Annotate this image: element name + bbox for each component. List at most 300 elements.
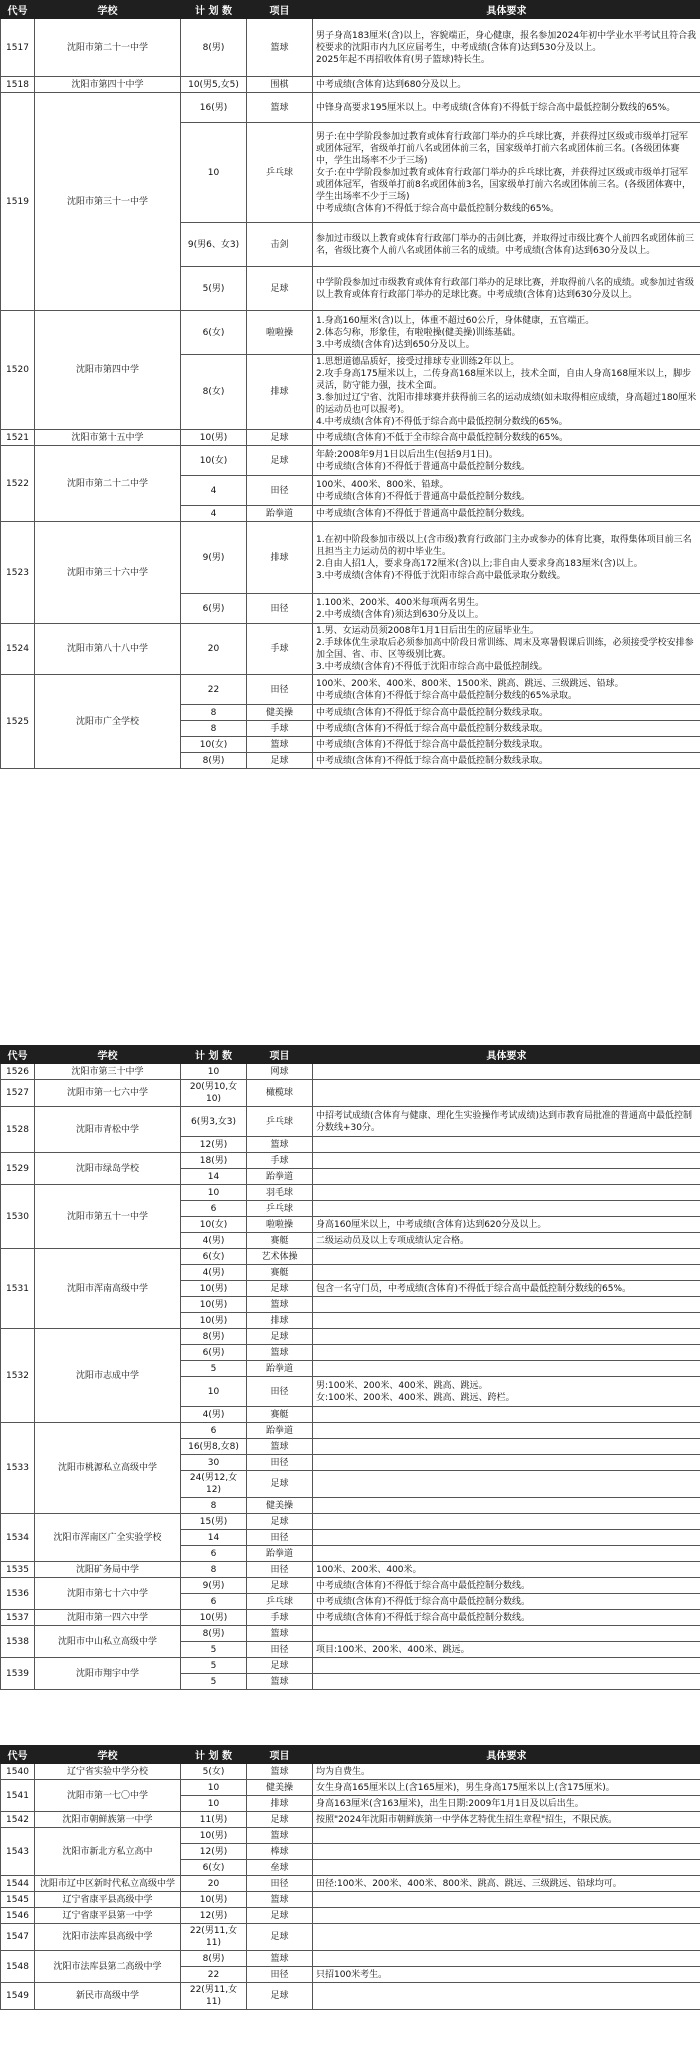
requirement-cell [313,1578,700,1594]
quota-cell: 5(男) [181,267,247,311]
table-row [1,1924,700,1951]
school-code: 1547 [1,1924,35,1951]
school-name: 沈阳市第三十一中学 [35,93,181,311]
requirement-cell [313,1844,700,1860]
requirement-line: 中考成绩(含体育)不得低于综合高中最低控制分数线。 [316,1580,531,1591]
quota-cell: 20 [181,1876,247,1892]
quota-cell: 24(男12,女12) [181,1471,247,1498]
requirement-line: 2.手球体优生录取后必须参加高中阶段日常训练、周末及寒暑假课后训练，必须接受学校安排参加全国、省、市、区等级别比赛。 [316,638,694,660]
quota-cell: 5 [181,1674,247,1690]
school-code: 1534 [1,1514,35,1562]
sport-cell: 啦啦操 [247,1217,313,1233]
sport-cell: 排球 [247,522,313,594]
requirement-cell [313,1764,700,1780]
school-code: 1530 [1,1185,35,1249]
requirement-cell [313,1530,700,1546]
school-code: 1526 [1,1064,35,1080]
table-row [1,1658,700,1674]
requirement-line: 中考成绩(含体育)不得低于综合高中最低控制分数线录取。 [316,707,549,718]
quota-cell: 8 [181,705,247,721]
quota-cell: 12(男) [181,1908,247,1924]
quota-cell: 10(女) [181,1217,247,1233]
quota-cell: 10 [181,123,247,223]
school-code: 1525 [1,675,35,769]
requirement-cell [313,1361,700,1377]
sport-cell: 羽毛球 [247,1185,313,1201]
school-code: 1523 [1,522,35,624]
quota-cell: 14 [181,1169,247,1185]
sport-cell: 篮球 [247,1892,313,1908]
sport-cell: 田径 [247,1967,313,1983]
quota-cell: 8(男) [181,753,247,769]
sport-cell: 健美操 [247,705,313,721]
requirement-cell [313,1908,700,1924]
header-row [1,1746,700,1764]
school-code: 1517 [1,19,35,77]
school-name: 沈阳市翔宇中学 [35,1658,181,1690]
header-row [1,1046,700,1064]
sport-cell: 手球 [247,624,313,675]
sport-cell: 网球 [247,1064,313,1080]
table-row [1,675,700,705]
school-code: 1533 [1,1423,35,1514]
table-row [1,446,700,476]
quota-cell: 4 [181,506,247,522]
quota-cell: 10(女) [181,446,247,476]
quota-cell: 22(男11,女11) [181,1983,247,2010]
sport-cell: 围棋 [247,77,313,93]
school-name: 沈阳市第四中学 [35,311,181,430]
requirement-cell [313,753,700,769]
requirement-cell [313,594,700,624]
quota-cell: 9(男) [181,522,247,594]
table-row [1,1249,700,1265]
requirement-line: 2.自由人招1人，要求身高172厘米(含)以上;非自由人要求身高183厘米(含)以上。 [316,558,643,569]
requirement-cell [313,123,700,223]
school-code: 1545 [1,1892,35,1908]
school-code: 1539 [1,1658,35,1690]
school-name: 沈阳市第五十一中学 [35,1185,181,1249]
requirement-cell [313,1455,700,1471]
school-name: 沈阳市第一七〇中学 [35,1780,181,1812]
table-row [1,1892,700,1908]
quota-cell: 6 [181,1423,247,1439]
requirement-line: 3.参加过辽宁省、沈阳市排球赛并获得前三名的运动成绩(如未取得相应成绩，身高超过180厘米的运动员也可以报考)。 [316,393,697,415]
requirement-line: 1.在初中阶段参加市级以上(含市级)教育行政部门主办或参办的体育比赛，取得集体项目前三名且担当主力运动员的初中毕业生。 [316,534,692,557]
header-school: 学校 [35,1046,181,1064]
school-code: 1537 [1,1610,35,1626]
table-row [1,1080,700,1107]
table-row [1,1329,700,1345]
sport-cell: 手球 [247,1153,313,1169]
requirement-cell [313,1860,700,1876]
school-code: 1536 [1,1578,35,1610]
school-name: 沈阳市第三十中学 [35,1064,181,1080]
school-code: 1528 [1,1107,35,1153]
requirements-table [0,0,700,769]
school-code: 1540 [1,1764,35,1780]
requirement-line: 中考成绩(含体育)不得低于综合高中最低控制分数线。 [316,1596,531,1607]
requirement-cell [313,1107,700,1137]
quota-cell: 30 [181,1455,247,1471]
quota-cell: 22 [181,1967,247,1983]
sport-cell: 足球 [247,1924,313,1951]
requirement-line: 1.男、女运动员须2008年1月1日后出生的应届毕业生。 [316,626,539,636]
sport-cell: 篮球 [247,1137,313,1153]
sport-cell: 田径 [247,1455,313,1471]
school-code: 1546 [1,1908,35,1924]
header-req: 具体要求 [313,1046,700,1064]
requirement-cell [313,1439,700,1455]
quota-cell: 20 [181,624,247,675]
requirement-cell [313,1876,700,1892]
requirement-cell [313,355,700,430]
requirement-line: 身高163厘米(含163厘米)，出生日期:2009年1月1日及以后出生。 [316,1798,584,1809]
quota-cell: 8(男) [181,1329,247,1345]
school-code: 1520 [1,311,35,430]
requirement-cell [313,1233,700,1249]
sport-cell: 篮球 [247,1439,313,1455]
school-name: 辽宁省康平县第一中学 [35,1908,181,1924]
table-row [1,1951,700,1967]
table-row [1,19,700,77]
table-row [1,1983,700,2010]
table-row [1,93,700,123]
sport-cell: 足球 [247,1812,313,1828]
quota-cell: 6 [181,1201,247,1217]
sport-cell: 篮球 [247,1626,313,1642]
requirement-cell [313,1626,700,1642]
requirement-line: 田径:100米、200米、400米、800米、跳高、跳远、三级跳远、铅球均可。 [316,1878,622,1889]
requirement-cell [313,1345,700,1361]
requirement-cell [313,1514,700,1530]
requirement-line: 中考成绩(含体育)不得低于综合高中最低控制分数线录取。 [316,739,549,750]
quota-cell: 11(男) [181,1812,247,1828]
table-row [1,1828,700,1844]
sport-cell: 篮球 [247,1345,313,1361]
requirement-line: 中考成绩(含体育)不得低于普通高中最低控制分数线。 [316,461,531,472]
sport-cell: 足球 [247,430,313,446]
requirement-cell [313,1080,700,1107]
school-name: 沈阳市浑南区广全实验学校 [35,1514,181,1562]
requirement-line: 100米、400米、800米、铅球。 [316,479,449,490]
requirement-cell [313,1594,700,1610]
school-name: 辽宁省康平县高级中学 [35,1892,181,1908]
school-name: 沈阳市绿岛学校 [35,1153,181,1185]
requirement-cell [313,1064,700,1080]
table-row [1,1185,700,1201]
requirement-cell [313,1796,700,1812]
school-code: 1522 [1,446,35,522]
header-quota: 计 划 数 [181,1046,247,1064]
sport-cell: 田径 [247,594,313,624]
requirement-cell [313,93,700,123]
requirement-cell [313,1546,700,1562]
requirement-cell [313,19,700,77]
quota-cell: 22(男11,女11) [181,1924,247,1951]
sport-cell: 足球 [247,1471,313,1498]
table-row [1,1562,700,1578]
sport-cell: 田径 [247,476,313,506]
sport-cell: 跆拳道 [247,1423,313,1439]
school-name: 沈阳市第八十八中学 [35,624,181,675]
requirement-line: 中考成绩(含体育)不得低于综合高中最低控制分数线录取。 [316,755,549,766]
requirement-line: 100米、200米、400米、800米、1500米、跳高、跳远、三级跳远、铅球。 [316,678,624,689]
quota-cell: 10 [181,1185,247,1201]
sport-cell: 乒乓球 [247,1594,313,1610]
requirement-cell [313,1217,700,1233]
requirement-line: 中学阶段参加过市级教育或体育行政部门举办的足球比赛，并取得前八名的成绩。或参加过省级以上教育或体育行政部门举办的足球比赛。中考成绩(含体育)达到630分及以上。 [316,277,695,300]
quota-cell: 6(男3,女3) [181,1107,247,1137]
requirements-table [0,1045,700,1690]
quota-cell: 6(女) [181,311,247,355]
requirement-cell [313,1828,700,1844]
school-name: 新民市高级中学 [35,1983,181,2010]
requirement-line: 2.中考成绩(含体育)须达到630分及以上。 [316,609,484,620]
school-name: 沈阳市广全学校 [35,675,181,769]
quota-cell: 8(女) [181,355,247,430]
requirement-cell [313,1313,700,1329]
requirement-line: 二级运动员及以上专项成绩认定合格。 [316,1235,470,1246]
sport-cell: 足球 [247,1514,313,1530]
requirement-cell [313,1297,700,1313]
requirement-line: 2025年起不再招收体育(男子篮球)特长生。 [316,54,490,65]
sport-cell: 篮球 [247,1674,313,1690]
school-code: 1532 [1,1329,35,1423]
requirement-line: 只招100米考生。 [316,1969,388,1980]
sport-cell: 乒乓球 [247,1201,313,1217]
school-name: 沈阳市浑南高级中学 [35,1249,181,1329]
sport-cell: 足球 [247,1578,313,1594]
requirement-cell [313,446,700,476]
requirement-cell [313,522,700,594]
sport-cell: 橄榄球 [247,1080,313,1107]
quota-cell: 8(男) [181,1626,247,1642]
quota-cell: 8 [181,721,247,737]
requirement-line: 中考成绩(含体育)不得低于综合高中最低控制分数线的65%录取。 [316,690,578,701]
requirement-cell [313,1658,700,1674]
requirement-cell [313,1423,700,1439]
school-code: 1524 [1,624,35,675]
requirement-cell [313,1249,700,1265]
school-name: 沈阳市法库县第二高级中学 [35,1951,181,1983]
school-name: 沈阳市第四十中学 [35,77,181,93]
school-name: 沈阳市第一七六中学 [35,1080,181,1107]
table-row [1,624,700,675]
table-section [0,1745,700,2010]
table-row [1,1812,700,1828]
quota-cell: 6 [181,1594,247,1610]
table-row [1,1626,700,1642]
requirement-cell [313,1642,700,1658]
sport-cell: 田径 [247,1876,313,1892]
sport-cell: 乒乓球 [247,1107,313,1137]
school-name: 沈阳市辽中区新时代私立高级中学 [35,1876,181,1892]
header-row [1,1,700,19]
requirement-line: 男:100米、200米、400米、跳高、跳远。 [316,1380,488,1391]
requirement-line: 中考成绩(含体育)不低于全市综合高中最低控制分数线的65%。 [316,432,569,443]
sport-cell: 跆拳道 [247,1361,313,1377]
requirement-cell [313,1185,700,1201]
school-name: 沈阳市第二十二中学 [35,446,181,522]
header-req: 具体要求 [313,1746,700,1764]
header-sport: 项目 [247,1046,313,1064]
sport-cell: 篮球 [247,1951,313,1967]
sport-cell: 篮球 [247,1297,313,1313]
quota-cell: 10(男) [181,1828,247,1844]
school-name: 沈阳市新北方私立高中 [35,1828,181,1876]
requirement-cell [313,1137,700,1153]
quota-cell: 16(男8,女8) [181,1439,247,1455]
quota-cell: 10(男) [181,1281,247,1297]
quota-cell: 10(男) [181,1313,247,1329]
school-name: 沈阳市桃源私立高级中学 [35,1423,181,1514]
quota-cell: 16(男) [181,93,247,123]
table-row [1,430,700,446]
requirement-line: 包含一名守门员，中考成绩(含体育)不得低于综合高中最低控制分数线的65%。 [316,1283,632,1294]
requirement-line: 中考成绩(含体育)不得低于综合高中最低控制分数线的65%。 [316,203,560,214]
table-row [1,1876,700,1892]
sport-cell: 健美操 [247,1498,313,1514]
school-code: 1535 [1,1562,35,1578]
requirement-line: 年龄:2008年9月1日以后出生(包括9月1日)。 [316,449,498,460]
requirement-cell [313,1674,700,1690]
requirement-cell [313,77,700,93]
requirement-cell [313,476,700,506]
requirement-line: 男子身高183厘米(含)以上，容貌端正，身心健康，报名参加2024年初中学业水平考试且符合我校要求的沈阳市内九区应届考生，中考成绩(含体育)达到530分及以上。 [316,30,697,53]
requirement-cell [313,1983,700,2010]
requirement-cell [313,1924,700,1951]
sport-cell: 艺术体操 [247,1249,313,1265]
header-code: 代号 [1,1046,35,1064]
requirement-cell [313,267,700,311]
requirement-cell [313,1498,700,1514]
sport-cell: 足球 [247,1658,313,1674]
quota-cell: 5 [181,1361,247,1377]
requirement-line: 1.身高160厘米(含)以上，体重不超过60公斤，身体健康，五官端正。 [316,315,595,326]
requirement-cell [313,1265,700,1281]
quota-cell: 6(男) [181,594,247,624]
school-name: 沈阳市朝鲜族第一中学 [35,1812,181,1828]
requirement-cell [313,1153,700,1169]
quota-cell: 8 [181,1498,247,1514]
quota-cell: 10(男) [181,1297,247,1313]
sport-cell: 排球 [247,1796,313,1812]
quota-cell: 10(男5,女5) [181,77,247,93]
requirement-line: 参加过市级以上教育或体育行政部门举办的击剑比赛，并取得过市级比赛个人前四名或团体前三名，省级比赛个人前八名或团体前三名的成绩。中考成绩(含体育)达到630分及以上。 [316,233,695,256]
sport-cell: 足球 [247,1281,313,1297]
requirement-line: 项目:100米、200米、400米、跳远。 [316,1644,470,1655]
quota-cell: 8(男) [181,19,247,77]
requirement-line: 身高160厘米以上，中考成绩(含体育)达到620分及以上。 [316,1219,547,1230]
table-row [1,1423,700,1439]
school-code: 1548 [1,1951,35,1983]
quota-cell: 12(男) [181,1844,247,1860]
table-row [1,1764,700,1780]
requirement-line: 100米、200米、400米。 [316,1564,422,1575]
sport-cell: 田径 [247,1377,313,1407]
school-name: 沈阳矿务局中学 [35,1562,181,1578]
requirement-line: 3.中考成绩(含体育)不得低于沈阳市综合高中最低录取分数线。 [316,570,566,581]
requirement-cell [313,1407,700,1423]
requirement-cell [313,624,700,675]
requirement-cell [313,1471,700,1498]
header-code: 代号 [1,1,35,19]
requirement-line: 女生身高165厘米以上(含165厘米)，男生身高175厘米以上(含175厘米)。 [316,1782,615,1793]
table-row [1,1908,700,1924]
quota-cell: 8 [181,1562,247,1578]
school-name: 沈阳市第三十六中学 [35,522,181,624]
requirement-cell [313,1967,700,1983]
sport-cell: 田径 [247,1562,313,1578]
requirement-line: 中考成绩(含体育)不得低于普通高中最低控制分数线。 [316,508,531,519]
sport-cell: 足球 [247,1983,313,2010]
quota-cell: 15(男) [181,1514,247,1530]
requirement-line: 2.攻手身高175厘米以上，二传身高168厘米以上，技术全面，自由人身高168厘米以上，脚步灵活，防守能力强，技术全面。 [316,369,692,391]
school-code: 1518 [1,77,35,93]
sport-cell: 篮球 [247,19,313,77]
table-row [1,1610,700,1626]
sport-cell: 乒乓球 [247,123,313,223]
quota-cell: 9(男6、女3) [181,223,247,267]
sport-cell: 足球 [247,753,313,769]
sport-cell: 篮球 [247,1764,313,1780]
school-name: 辽宁省实验中学分校 [35,1764,181,1780]
quota-cell: 14 [181,1530,247,1546]
quota-cell: 5(女) [181,1764,247,1780]
requirement-line: 中考成绩(含体育)达到680分及以上。 [316,79,467,90]
school-code: 1549 [1,1983,35,2010]
requirement-cell [313,1562,700,1578]
requirement-line: 均为自费生。 [316,1766,371,1777]
requirement-line: 2.体态匀称，形象佳，有啦啦操(健美操)训练基础。 [316,327,521,338]
quota-cell: 10(男) [181,1892,247,1908]
sport-cell: 篮球 [247,93,313,123]
quota-cell: 6(男) [181,1345,247,1361]
requirement-line: 女子:在中学阶段参加过教育或体育行政部门举办的乒乓球比赛，并获得过区级或市级单打冠军或团体冠军，省级单打前8名或团体前3名，国家级单打前六名或团体前三名。(各级团体赛中，学生出场率不少于三场) [316,167,691,202]
quota-cell: 10(女) [181,737,247,753]
school-code: 1538 [1,1626,35,1658]
requirement-line: 女:100米、200米、400米、跳高、跳远、跨栏。 [316,1392,515,1403]
requirement-line: 中考成绩(含体育)不得低于综合高中最低控制分数线录取。 [316,723,549,734]
sport-cell: 赛艇 [247,1233,313,1249]
sport-cell: 跆拳道 [247,1169,313,1185]
quota-cell: 4(男) [181,1407,247,1423]
requirement-line: 按照"2024年沈阳市朝鲜族第一中学体艺特优生招生章程"招生，不限民族。 [316,1814,618,1825]
table-row [1,1064,700,1080]
quota-cell: 6(女) [181,1860,247,1876]
header-sport: 项目 [247,1746,313,1764]
requirement-cell [313,1610,700,1626]
quota-cell: 10 [181,1377,247,1407]
requirement-cell [313,1169,700,1185]
requirement-line: 1.100米、200米、400米每项两名男生。 [316,597,485,608]
sport-cell: 手球 [247,1610,313,1626]
header-sport: 项目 [247,1,313,19]
table-row [1,1107,700,1137]
sport-cell: 赛艇 [247,1407,313,1423]
quota-cell: 5 [181,1658,247,1674]
header-code: 代号 [1,1746,35,1764]
quota-cell: 10 [181,1796,247,1812]
table-row [1,1578,700,1594]
sport-cell: 田径 [247,675,313,705]
school-code: 1541 [1,1780,35,1812]
sport-cell: 田径 [247,1642,313,1658]
header-school: 学校 [35,1,181,19]
requirement-cell [313,1812,700,1828]
quota-cell: 18(男) [181,1153,247,1169]
